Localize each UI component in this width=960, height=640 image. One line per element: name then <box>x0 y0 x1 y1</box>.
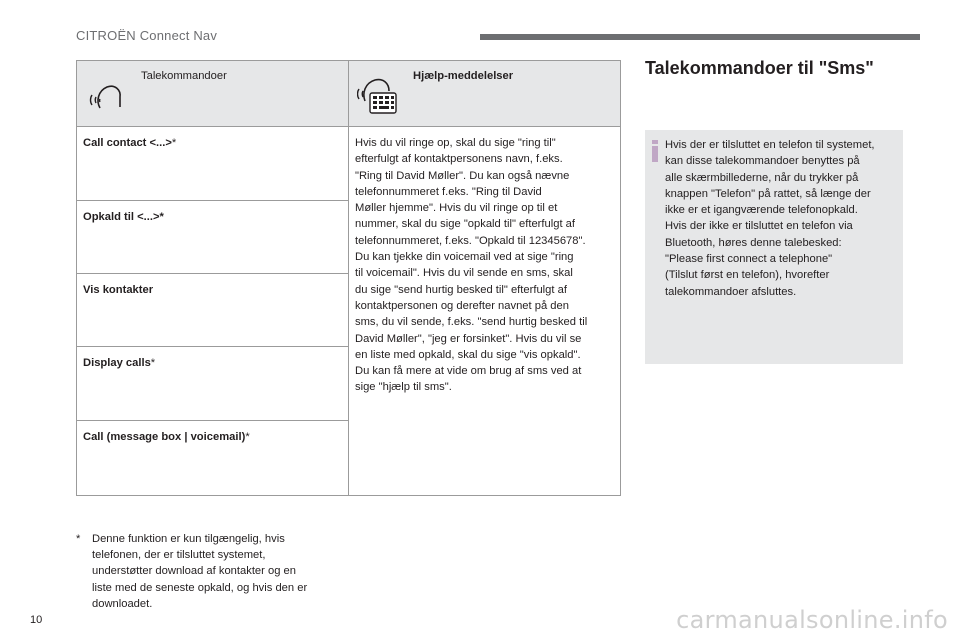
page-number: 10 <box>30 614 43 626</box>
info-line: kan disse talekommandoer benyttes på <box>665 155 860 168</box>
command-cell-call-contact <box>77 127 349 201</box>
info-line: alle skærmbillederne, når du trykker på <box>665 171 859 184</box>
help-line: en liste med opkald, skal du sige "vis opkald". <box>355 348 581 361</box>
table-header-commands <box>77 61 349 127</box>
footnote <box>76 531 356 612</box>
help-line: nummer, skal du sige "opkald til" efterfulgt af <box>355 218 575 231</box>
command-text: Display calls <box>83 357 151 369</box>
section-title-sms: Talekommandoer til "Sms" <box>645 58 874 78</box>
voice-command-table <box>76 60 621 496</box>
command-cell-vis-kontakter <box>77 274 349 347</box>
footnote-mark: * <box>150 357 156 369</box>
help-line: Du kan tjekke din voicemail ved at sige "ring <box>355 251 574 264</box>
info-line: ikke er et igangværende telefonopkald. <box>665 204 858 217</box>
help-line: "Ring til David Møller". Du kan også nævne <box>355 169 570 182</box>
footnote-line: downloadet. <box>92 597 153 610</box>
info-line: talekommandoer afsluttes. <box>665 285 797 298</box>
help-line: Møller hjemme". Hvis du vil ringe op til et <box>355 202 558 215</box>
help-line: telefonnummeret f.eks. "Ring til David <box>355 185 542 198</box>
command-cell-display-calls <box>77 347 349 421</box>
info-icon <box>650 140 660 160</box>
help-line: Du kan få mere at vide om brug af sms ved at <box>355 365 582 378</box>
command-text: Call contact <...> <box>83 137 172 149</box>
help-message-icon <box>357 71 401 115</box>
command-cell-opkald-til <box>77 201 349 274</box>
help-line: efterfulgt af kontaktpersonens navn, f.eks. <box>355 153 563 166</box>
help-line: du sige "send hurtig besked til" efterfulgt af <box>355 283 567 296</box>
help-text-cell <box>349 127 621 496</box>
info-line: knappen "Telefon" på rattet, så længe der <box>665 187 871 200</box>
command-cell-call-voicemail <box>77 421 349 496</box>
command-text: Opkald til <...> <box>83 211 160 223</box>
footnote-mark: * <box>245 431 250 443</box>
help-line: kontaktpersonen og derefter navnet på den <box>355 299 569 312</box>
info-line: Hvis der er tilsluttet en telefon til systemet, <box>665 139 875 151</box>
info-text <box>665 137 901 300</box>
help-line: sms, du vil sende, f.eks. "send hurtig besked til <box>355 316 588 329</box>
info-line: (Tilslut først en telefon), hvorefter <box>665 269 830 282</box>
watermark: carmanualsonline.info <box>676 606 948 634</box>
table-header-commands-label: Talekommandoer <box>141 70 227 82</box>
footnote-line: understøtter download af kontakter og en <box>92 565 296 578</box>
header-rule <box>480 34 920 40</box>
voice-command-icon <box>87 75 123 113</box>
info-line: "Please first connect a telephone" <box>665 253 833 266</box>
info-line: Bluetooth, høres denne talebesked: <box>665 236 842 249</box>
table-header-help <box>349 61 621 127</box>
footnote-line: Denne funktion er kun tilgængelig, hvis <box>92 533 285 545</box>
help-line: til voicemail". Hvis du vil sende en sms, skal <box>355 267 573 280</box>
command-text: Vis kontakter <box>83 284 154 296</box>
footnote-mark: * <box>171 137 177 149</box>
info-box <box>645 130 903 364</box>
help-line: Hvis du vil ringe op, skal du sige "ring til" <box>355 137 556 149</box>
manual-header-title: CITROËN Connect Nav <box>76 28 218 43</box>
footnote-star: * <box>76 533 81 545</box>
info-line: Hvis der ikke er tilsluttet en telefon via <box>665 220 853 233</box>
help-line: David Møller", "jeg er forsinket". Hvis du vil se <box>355 332 582 345</box>
footnote-line: liste med de seneste opkald, og hvis den er <box>92 581 308 594</box>
help-line: telefonnummeret, f.eks. "Opkald til 12345678". <box>355 234 586 247</box>
footnote-line: telefonen, der er tilsluttet systemet, <box>92 549 266 562</box>
table-header-help-label: Hjælp-meddelelser <box>413 70 514 82</box>
footnote-mark: * <box>159 211 164 223</box>
command-text: Call (message box | voicemail) <box>83 431 246 443</box>
help-line: sige "hjælp til sms". <box>355 381 452 394</box>
